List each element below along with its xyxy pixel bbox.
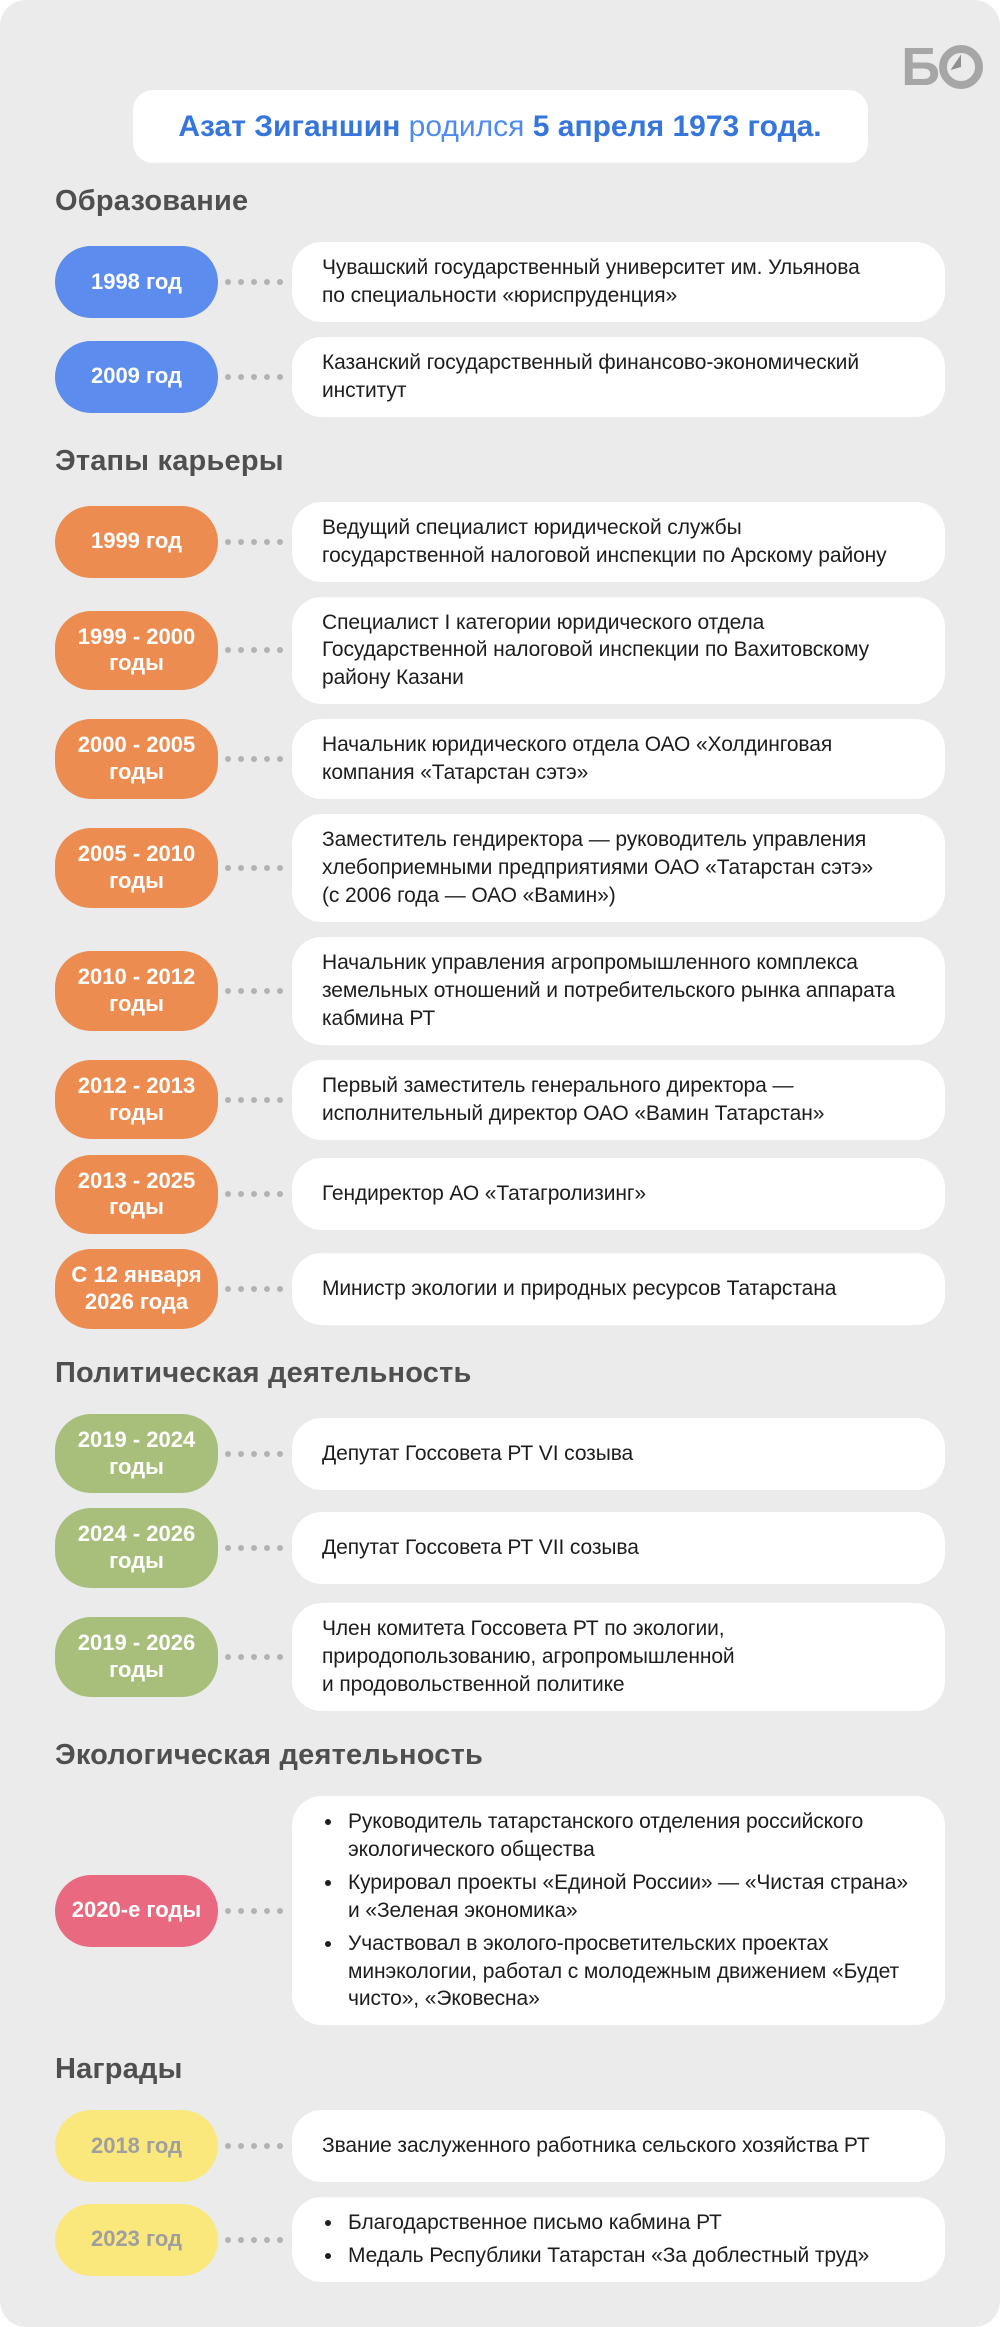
description-line: институт: [322, 378, 407, 402]
born-word: родился: [400, 109, 533, 143]
timeline-row: [55, 1796, 945, 2025]
description-line: Депутат Госсовета РТ VI созыва: [322, 1441, 634, 1465]
description-card: [292, 1418, 945, 1490]
description-line: Чувашский государственный университет им. Ульянова: [322, 256, 860, 279]
bullet-item: • Руководитель татарстанского отделения российского экологического общества: [344, 1808, 915, 1864]
dotted-connector: [225, 988, 283, 994]
dotted-connector: [225, 279, 283, 285]
timeline-row: [55, 2110, 945, 2182]
year-pill: 2000 - 2005 годы: [55, 719, 218, 799]
timeline-row: [55, 1249, 945, 1329]
timeline-sections: [55, 185, 945, 2282]
dotted-connector: [225, 756, 283, 762]
dotted-connector: [225, 1908, 283, 1914]
year-pill: 2005 - 2010 годы: [55, 828, 218, 908]
dotted-connector: [225, 1451, 283, 1457]
year-pill: 2019 - 2026 годы: [55, 1617, 218, 1697]
year-pill: 2019 - 2024 годы: [55, 1414, 218, 1494]
description-card: [292, 1603, 945, 1711]
timeline-row: [55, 502, 945, 582]
year-pill: 2009 год: [55, 341, 218, 413]
dotted-connector: [225, 1097, 283, 1103]
section-title-ecology: Экологическая деятельность: [55, 1738, 483, 1771]
bullet-list: [322, 1808, 915, 2013]
dotted-connector: [225, 1286, 283, 1292]
year-pill: 2023 год: [55, 2204, 218, 2276]
section-title-education: Образование: [55, 185, 249, 217]
year-pill: 1998 год: [55, 246, 218, 318]
timeline-row: [55, 1603, 945, 1711]
description-line: государственной налоговой инспекции по Арскому району: [322, 543, 887, 567]
description-card: [292, 2197, 945, 2282]
description-line: Государственной налоговой инспекции по Вахитовскому: [322, 638, 870, 662]
year-pill: 2018 год: [55, 2110, 218, 2182]
dotted-connector: [225, 865, 283, 871]
description-card: [292, 1512, 945, 1584]
dotted-connector: [225, 2237, 283, 2243]
description-card: [292, 502, 945, 582]
timeline-row: [55, 937, 945, 1045]
description-card: [292, 719, 945, 799]
description-line: земельных отношений и потребительского рынка аппарата: [322, 978, 896, 1002]
description-line: району Казани: [322, 666, 464, 690]
section-title-awards: Награды: [55, 2053, 183, 2086]
section-title-career: Этапы карьеры: [55, 444, 284, 477]
timeline-row: [55, 1155, 945, 1235]
description-line: Начальник управления агропромышленного комплекса: [322, 950, 858, 974]
header-banner: [133, 90, 868, 163]
timeline-row: [55, 337, 945, 417]
description-card: [292, 1796, 945, 2025]
timeline-row: [55, 2197, 945, 2282]
description-line: Ведущий специалист юридической службы: [322, 515, 742, 539]
description-line: по специальности «юриспруденция»: [322, 283, 678, 307]
bullet-item: • Курировал проекты «Единой России» — «Чистая страна» и «Зеленая экономика»: [344, 1869, 915, 1925]
birth-date: 5 апреля 1973 года.: [532, 109, 822, 143]
description-card: [292, 1060, 945, 1140]
timeline-row: [55, 814, 945, 922]
description-line: Начальник юридического отдела ОАО «Холдинговая: [322, 733, 833, 757]
timeline-row: [55, 597, 945, 705]
description-line: кабмина РТ: [322, 1006, 436, 1030]
description-card: [292, 937, 945, 1045]
timeline-row: [55, 719, 945, 799]
dotted-connector: [225, 374, 283, 380]
year-pill: С 12 января 2026 года: [55, 1249, 218, 1329]
year-pill: 1999 год: [55, 506, 218, 578]
description-line: Звание заслуженного работника сельского хозяйства РТ: [322, 2134, 870, 2158]
description-line: Гендиректор АО «Татагролизинг»: [322, 1182, 646, 1206]
dotted-connector: [225, 1191, 283, 1197]
dotted-connector: [225, 539, 283, 545]
description-card: [292, 1158, 945, 1230]
description-line: Первый заместитель генерального директора —: [322, 1073, 794, 1097]
description-card: [292, 242, 945, 322]
bullet-item: • Медаль Республики Татарстан «За доблестный труд»: [344, 2242, 915, 2270]
dotted-connector: [225, 647, 283, 653]
description-line: (с 2006 года — ОАО «Вамин»): [322, 883, 616, 907]
description-card: [292, 597, 945, 705]
bullet-item: • Благодарственное письмо кабмина РТ: [344, 2209, 915, 2237]
description-line: Заместитель гендиректора — руководитель управления: [322, 828, 867, 852]
bo-logo: [901, 37, 984, 97]
timeline-row: [55, 1508, 945, 1588]
description-line: Казанский государственный финансово-экономический: [322, 350, 859, 374]
logo-letter-b: Б: [901, 37, 938, 97]
year-pill: 2024 - 2026 годы: [55, 1508, 218, 1588]
year-pill: 2010 - 2012 годы: [55, 951, 218, 1031]
description-line: компания «Татарстан сэтэ»: [322, 761, 589, 785]
description-line: Министр экологии и природных ресурсов Татарстана: [322, 1277, 837, 1301]
description-line: Депутат Госсовета РТ VII созыва: [322, 1536, 639, 1560]
year-pill: 2012 - 2013 годы: [55, 1060, 218, 1140]
person-name: Азат Зиганшин: [178, 109, 401, 143]
description-line: Специалист I категории юридического отдела: [322, 610, 765, 634]
year-pill: 2013 - 2025 годы: [55, 1155, 218, 1235]
description-line: хлебоприемными предприятиями ОАО «Татарстан сэтэ»: [322, 856, 874, 880]
description-line: и продовольственной политике: [322, 1672, 625, 1696]
bullet-list: [322, 2209, 915, 2270]
dotted-connector: [225, 1545, 283, 1551]
dotted-connector: [225, 1654, 283, 1660]
section-title-politics: Политическая деятельность: [55, 1356, 472, 1389]
description-card: [292, 337, 945, 417]
year-pill: 1999 - 2000 годы: [55, 611, 218, 691]
year-pill: 2020-е годы: [55, 1875, 218, 1947]
timeline-row: [55, 1414, 945, 1494]
timeline-row: [55, 242, 945, 322]
timeline-row: [55, 1060, 945, 1140]
clock-icon: [938, 44, 984, 90]
dotted-connector: [225, 2143, 283, 2149]
description-card: [292, 1253, 945, 1325]
description-line: Член комитета Госсовета РТ по экологии,: [322, 1617, 725, 1641]
description-card: [292, 814, 945, 922]
description-line: природопользованию, агропромышленной: [322, 1645, 735, 1669]
bullet-item: • Участвовал в эколого-просветительских проектах минэкологии, работал с молодежным движением «Будет чисто», «Эковесна»: [344, 1930, 915, 2014]
description-line: исполнительный директор ОАО «Вамин Татарстан»: [322, 1101, 825, 1125]
description-card: [292, 2110, 945, 2182]
